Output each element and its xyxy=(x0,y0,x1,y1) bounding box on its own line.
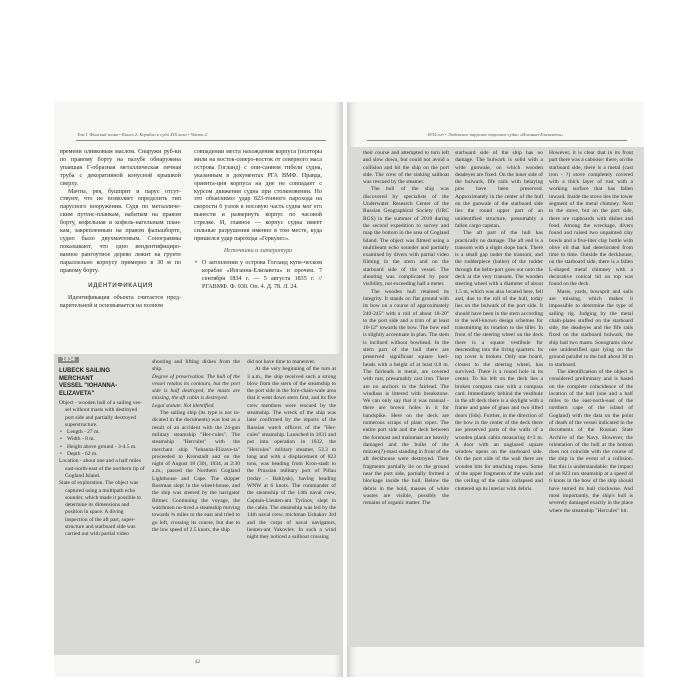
box-exploration-para: State of exploration. The object was captured using a multipath echo sounder, which made it possible to determine its dimensions and position in space. A diving inspection of the aft part, super-structure and starboard side was carried out with partial video xyxy=(59,480,142,538)
box-title xyxy=(59,368,117,398)
box-col2-para-1: shooting and lifting dishes from the ship. xyxy=(152,359,240,373)
left-running-header: Том I. Финский залив • Книга 2. Корабли и суда XIX века • Часть 2 xyxy=(77,132,207,137)
box-title-line-2: MERCHANT xyxy=(59,375,94,382)
right-english-box xyxy=(347,147,644,647)
left-col1 xyxy=(60,149,181,311)
right-col1-para-1: their course and attempted to turn left and slow down, but could not avoid a collision and hit the ship on the port side. The crew of the sinking sailboat was rescued by the steamer. xyxy=(363,150,449,186)
dim-length: • Length - 27 m. xyxy=(59,429,147,436)
box-col3-para-1: did not have time to maneuver. xyxy=(247,359,316,365)
box-preservation-para: Degree of preservation. The hull of the vessel retains its contours, but the port side is half destroyed, the masts are missing, the aft cabin is destroyed. xyxy=(152,373,240,402)
right-running-header: 1834 год • Любекское парусное торговое судно «Иоганна-Елизавета» xyxy=(427,132,564,137)
right-col2-para-1: starboard side of the ship has no damage. The bulwark is solid with a wide gunwale, on which wooden deadeyes are fixed. On the inner side of the bulwark, fife rails with belaying pins have been preserved. Approximately in the center of the hull on the gunwale of the starboard side lies the round upper part of an unidentified structure, presumably a fallen cargo capstan. xyxy=(455,150,543,229)
left-col2-para-1: совпадении места нахождения корпуса (полторы мили на восток-северо-восток от северного маса острова Гогланд) с опи-санием гибели судна, указанным в документах РГА ВМФ. Правда, ориента-ция корпуса на дне не совпадает с курсом движения судна при столкновении. Но это объяснимо: удар 823-тонного парохода на скорости 6 узлов в носовую часть судна мог его вынести и развернуть корпус по часовой стрелке. И, главное — корпус судна имеет сильные разрушения именно в том месте, куда пришелся удар парохода «Геркулес». xyxy=(194,149,322,242)
box-col3-para-2: At the very beginning of the turn at 3 a.m., the ship received such a strong blow from the stern of the steamship to the port side in the fore-chain-wale area that it went down stern first, and its five crew members were rescued by the steamship. The wreck of the ship was later confirmed by the reports of the Russian watch officers of the "Her-cules" steamship. Launched in 1831 and put into operation in 1832, the "Hercules" military steamer, 53.3 m long and with a displacement of 823 tons, was heading from Kron-stadt to the Prussian military port of Pillau (today - Baltiysk), having heading WNW at 6 knots. The commander of the steamship of the 14th naval crew, Captain-Lieuten-ant Tyrinov, slept in the cabin. The steamship was led by the 14th naval crew, michman Ushakov 3rd and the corps of naval navigators, lieuten-ant Yakovlev. In such a wind night they noticed a sailboat crossing xyxy=(247,366,336,541)
left-col2 xyxy=(194,149,322,291)
left-col1-para-2: Мачты, рея, бушприт и парус отсут-ствуют, что не позволяет определить тип парусного вооружения. Судя по металличе-ским путенс-планкам, набитым на правом борту, кофельная и кофель-нагельным план-кам, закрепленным на правом фальшборте, судно было двухмачтовым. Сонограммы показывают, что одно вендентифициро-ванное рангоутное дерево лежит на грунте параллельно корпусу примерно в 30 м по правому борту. xyxy=(60,188,181,274)
source-item: • О затоплении у острова Гогланд купе-ческом корабле «Иоганна-Елизавета» и прочем. 7 сентября 1834 г. — 5 августа 1835 г. // РГАВМФ. Ф. 930. Оп. 4. Д. 78. Л. 24. xyxy=(194,260,322,292)
right-col1-para-3: The wooden hull retained its integrity. It stands on flat ground with its bow on a course of approximately 240-245° with a roll of about 18-20° to the port side and a trim of at least 10-12° towards the bow. The bow end is slightly accentuate in plan. The stem is inclined without bowhead. In the stern part of the hull there are preserved significant square keel-heads with a height of at least 0.8 m. The fairleads is metal, are covered with rust, presumably cast iron. There are no anchors in the fairlead. The windlass is littered with breakstone. We can only say that it was manual - there are brown holes in it for handspike. Here on the deck are numerous scraps of plant ropes. The entire port side and the deck between the foremast and mainmast are heavily damaged and the bulks of the mizzen(?)-mast standing in front of the aft deckhouse were destroyed. Their fragments partially lie on the ground near the port side, partially formed a blockage inside the hull. Below the debris in the hold, masses of white wastes are visible, possibly the remains of organic matter. The xyxy=(363,288,449,507)
box-location-para: Location - about one and a half miles east-north-east of the northern tip of Gogland Island. xyxy=(59,458,145,479)
year-tag: 1834 xyxy=(58,357,79,363)
right-page xyxy=(347,102,644,677)
right-col2-para-2: The aft part of the hull has practically no damage. The aft end is a transom with a slight slope back. There is a small gap under the transom, and the rudderpiece (baller) of the rudder through the helm-port goes out onto the deck at the very transom. The wooden steering wheel with a diameter of about 1.5 m, which was also located here, fell and, due to the roll of the hull, today lies on the bulwark of the port side. It should have been in the stern according to the well-known design schemes for transmitting its rotation to the tiller. In front of the steering wheel on the deck there is a square vestibule for descending into the living quarters. Its top cover is broken. Only one board, closest to the steering wheel, has survived. There is a round hole in its center. To his left on the deck lies a broken compass case with a compass card. Immediately behind the vestibule in the aft deck there is a skylight with a frame and pane of glass and two lifted doors (lids). Further, in the direction of the bow in the center of the deck there are preserved parts of the walls of a wooden plank cabin measuring 4×3 m. A door with an unglazed square window opens on the starboard side. On the port side of the wall there are wooden bits for attaching ropes. Some of the upper fragments of the walls and the ceiling of the cabin collapsed and cluttered up its interior with debris. xyxy=(455,230,543,492)
right-header-rule xyxy=(367,140,627,141)
right-col3-para-1: However, it is clear that in its front part there was a caboose: there, on the starboard side, there is a metal (cast iron - ?) stove completely covered with a thick layer of rust with a working surface that has fallen inward. Inside the stove lies the lower segment of the metal chimney. Next to the stove, but on the port side, there are cupboards with dishes and food. Among the wreckage, divers found and raised two unpainted clay bowls and a five-liter clay bottle with olive oil that had deteriorated from time to time. Outside the deckhouse, on the starboard side, there is a fallen L-shaped metal chimney with a decorative conical lid on top was found on the deck. xyxy=(549,150,633,288)
box-col2 xyxy=(152,359,240,534)
box-col2-para-4: The sailing ship (its type is not in-dicated in the documents) was lost as a result of an accident with the 24-gun military steamship "Her-cules". The steamship "Hercules" with the merchant ship "Iohanna-Elizave-ta" proceeded to Kronstadt and on the night of August 18 (30), 1834, at 2:30 a.m., passed the Northern Gogland Lighthouse and Cape. The skipper Bostman slept in the wheel-house, and the ship was steered by the navigator Bittner. Continuing the voyage, the watchmen no-ticed a steamship moving towards ¾ miles to the east and tried to go left, crossing its course, but due to the low speed of 2.5 knots, the ship xyxy=(152,410,240,533)
left-header-rule xyxy=(76,140,326,141)
page-number: 42 xyxy=(195,660,200,665)
right-col3-para-3: The identification of the object is considered preliminary and is based on the complete coincidence of the location of the hull (one and a half miles to the east-north-east of the northern cape of the island of Gogland) with the data on the point of death of the vessel indicated in the documents of the Russian State Archive of the Navy. However, the orientation of the hull at the bottom does not coincide with the course of the ship in the event of a collision. But this is understandable: the impact of an 823 ton steamship at a speed of 6 knots in the bow of the ship should have turned its hull clockwise. And most importantly, the ship's hull is severely damaged exactly in the place where the steamship "Hercules" hit. xyxy=(549,368,633,514)
section-heading-identification: ИДЕНТИФИКАЦИЯ xyxy=(88,281,153,289)
box-object-para: Object - wooden hull of a sailing ves-sel without masts with destroyed port side and partially destroyed superstructure. xyxy=(59,400,142,428)
box-legal-para: Legal statute. Not identified. xyxy=(152,402,215,409)
dim-depth: • Depth - 62 m. xyxy=(59,451,147,458)
right-col1 xyxy=(363,150,449,508)
english-summary-box xyxy=(54,354,343,655)
right-col3-para-2: Masts, yards, bowsprit and sails are missing, which makes it impossible to determine the type of sailing rig. Judging by the metal chain-plates stuffed on the starboard side, the deadeyes and the fife rails fixed on the starboard bulwark, the ship had two masts. Sonograms show one unidentified spar lying on the ground parallel to the hull about 30 m to starboard. xyxy=(549,288,633,368)
dim-width: • Width - 8 m. xyxy=(59,436,147,443)
right-col3 xyxy=(549,150,633,515)
box-title-line-4: ELIZAVETA" xyxy=(59,390,95,397)
left-ident-para: Идентификация объекта считается пред-варительной и основывается на полном xyxy=(60,295,181,310)
box-col3 xyxy=(247,359,336,541)
right-col1-para-2: The hull of the ship was discovered by specialists of the Underwater Research Center of the Russian Geographical Society (URC RGS) in the summer of 2018 during the second expedition to survey and map the bottom in the area of Gogland Island. The object was filmed using a multibeam echo sounder and partially examined by divers with partial video filming in the stern and on the starboard side of the vessel. The shooting was complicated by poor visibility, not exceeding half a meter. xyxy=(363,186,449,288)
dim-height: • Height above ground - 3-4.5 m. xyxy=(59,444,147,451)
box-title-line-1: LUBECK SAILING xyxy=(59,368,110,374)
box-col1 xyxy=(59,400,147,539)
right-col2 xyxy=(455,150,543,493)
left-page xyxy=(54,102,343,677)
section-heading-sources: Источники и литература xyxy=(223,246,293,254)
box-title-line-3: VESSEL "IOHANNA- xyxy=(59,383,118,390)
left-col1-para-1: времени оливковым маслом. Снаружи руб-ки по правому борту на палубе обнаружена упавшая Г-образная металлическая печная труба с декоративной конусной крышкой сверху. xyxy=(60,149,181,187)
